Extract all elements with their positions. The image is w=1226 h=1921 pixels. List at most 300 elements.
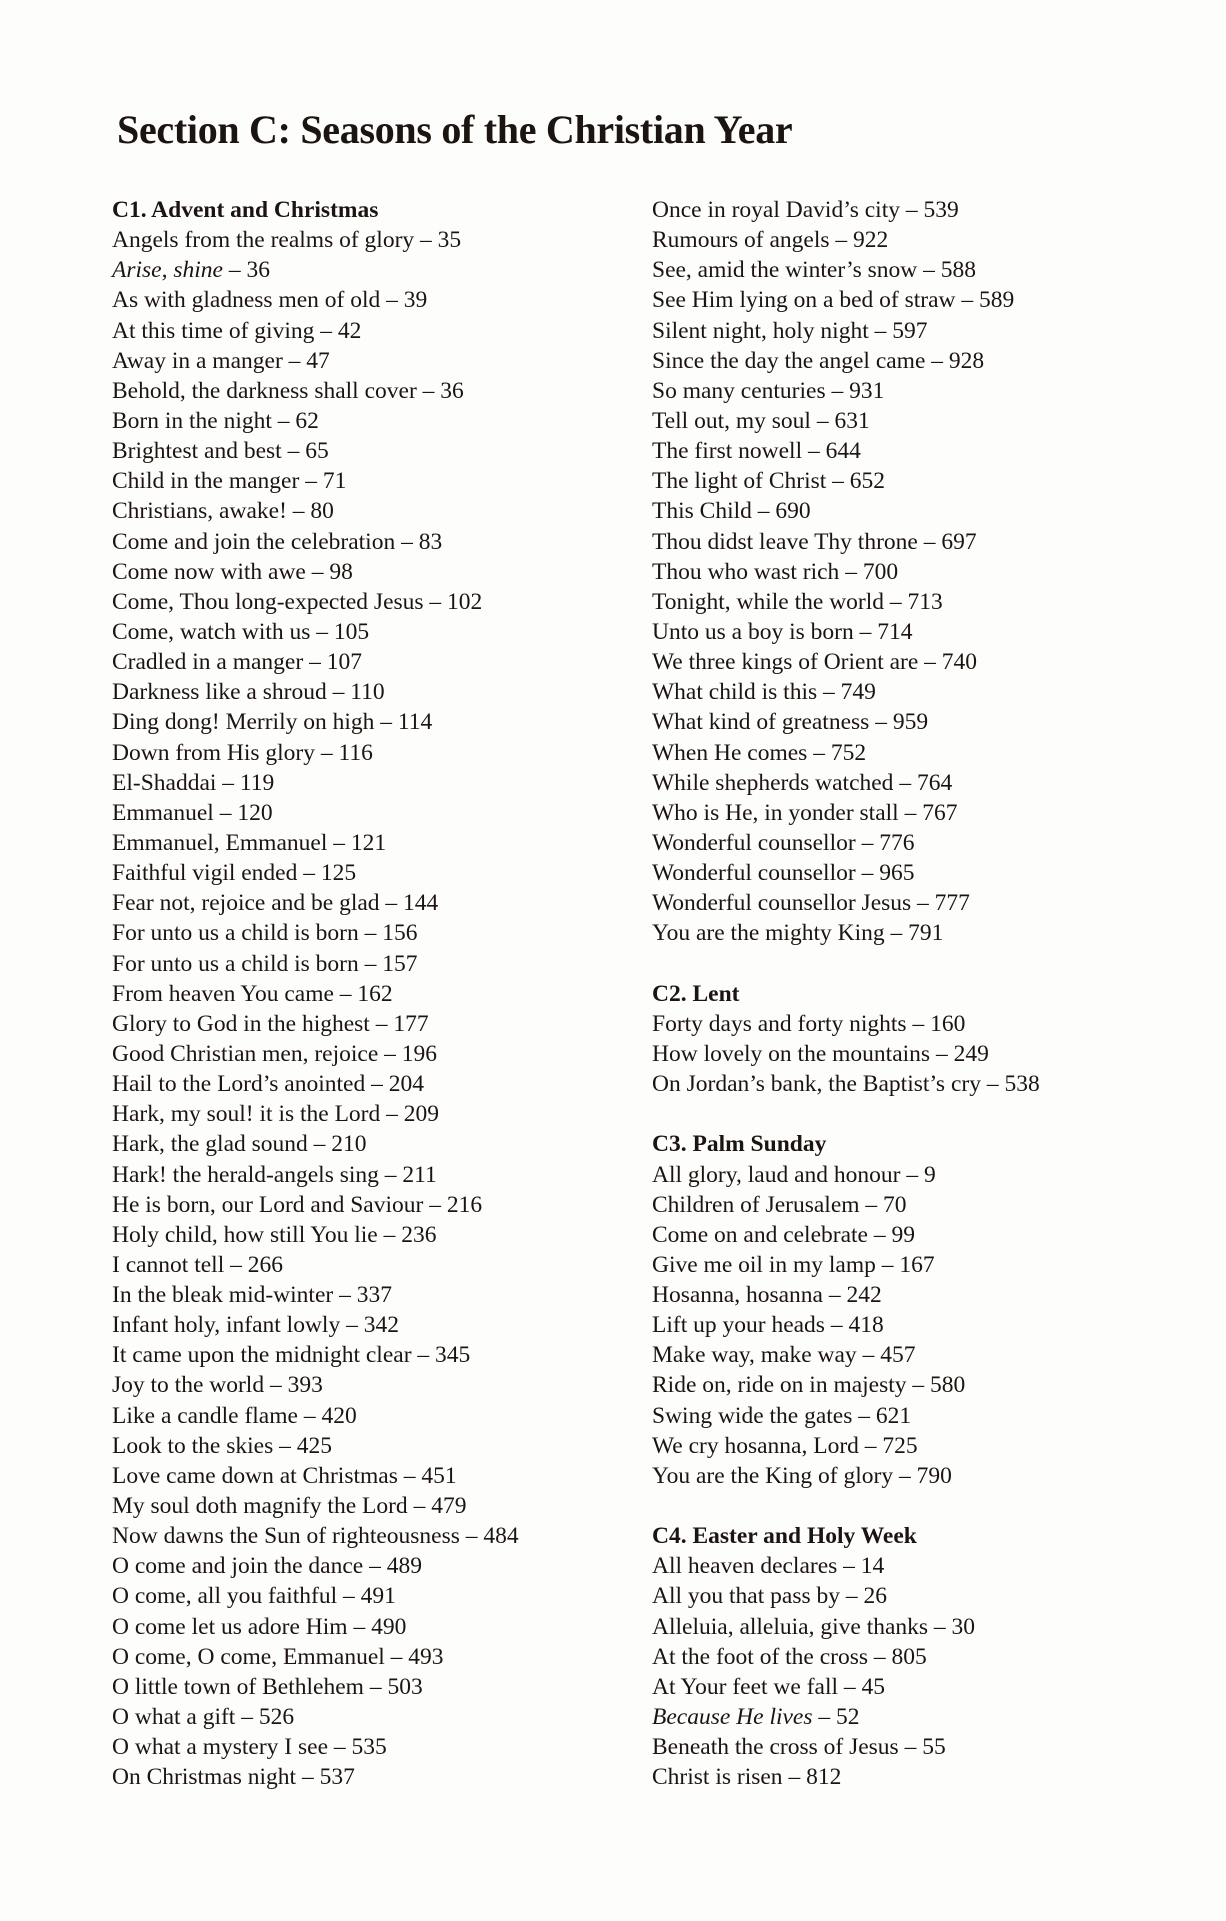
- hymn-entry: [112, 1702, 652, 1732]
- hymn-title: Children of Jerusalem: [652, 1191, 860, 1218]
- hymn-title: All you that pass by: [652, 1583, 840, 1610]
- entry-separator: –: [917, 257, 941, 284]
- hymn-title: Now dawns the Sun of righteousness: [112, 1523, 460, 1550]
- hymn-number: 211: [402, 1161, 437, 1188]
- hymn-entry: [652, 1160, 1212, 1190]
- hymn-entry: [652, 1762, 1212, 1792]
- entry-separator: –: [378, 1040, 402, 1067]
- entry-separator: –: [282, 347, 307, 374]
- entry-separator: –: [856, 1342, 881, 1369]
- hymn-number: 70: [883, 1191, 907, 1218]
- hymn-number: 597: [892, 317, 928, 344]
- hymn-title: The first nowell: [652, 438, 803, 465]
- hymn-title: Glory to God in the highest: [112, 1010, 370, 1037]
- hymn-entry: [652, 1370, 1212, 1400]
- hymn-number: 116: [338, 739, 373, 766]
- entry-separator: –: [925, 347, 949, 374]
- hymn-entry: [112, 1009, 652, 1039]
- hymn-number: 45: [861, 1673, 886, 1700]
- hymn-entry: [112, 527, 652, 557]
- hymn-entry: [112, 828, 652, 858]
- entry-separator: –: [810, 407, 835, 434]
- hymn-title: Come, watch with us: [112, 618, 311, 645]
- hymn-entry: [112, 1310, 652, 1340]
- hymn-number: 119: [239, 769, 275, 796]
- hymn-entry: [112, 1340, 652, 1370]
- entry-separator: –: [884, 920, 909, 947]
- section-heading-c1: C1. Advent and Christmas: [112, 197, 379, 223]
- hymn-title: See Him lying on a bed of straw: [652, 287, 956, 314]
- hymn-entry: [652, 1039, 1212, 1069]
- entry-separator: –: [235, 1704, 259, 1731]
- hymn-entry: [112, 1551, 652, 1581]
- hymn-title: El-Shaddai: [112, 769, 217, 796]
- hymn-number: 39: [403, 287, 428, 314]
- hymn-title: Faithful vigil ended: [112, 860, 298, 887]
- hymn-entry: [112, 1069, 652, 1099]
- entry-separator: –: [875, 1251, 900, 1278]
- page-title: Section C: Seasons of the Christian Year: [117, 107, 793, 152]
- entry-list-c3: [652, 1160, 1212, 1492]
- hymn-entry: [652, 1732, 1212, 1762]
- hymn-entry: [112, 1491, 652, 1521]
- hymn-number: 236: [401, 1221, 437, 1248]
- hymn-title: Behold, the darkness shall cover: [112, 377, 417, 404]
- hymn-entry: [652, 768, 1212, 798]
- hymn-title: Holy child, how still You lie: [112, 1221, 378, 1248]
- hymn-entry: [652, 888, 1212, 918]
- hymn-title: Beneath the cross of Jesus: [652, 1734, 899, 1761]
- hymn-entry: [112, 858, 652, 888]
- entry-separator: –: [867, 1221, 892, 1248]
- hymn-title: Born in the night: [112, 407, 272, 434]
- entry-separator: –: [825, 377, 850, 404]
- hymn-entry: [652, 1581, 1212, 1611]
- hymn-entry: [652, 346, 1212, 376]
- hymn-number: 752: [830, 739, 867, 766]
- section-spacer: [652, 949, 1212, 979]
- hymn-entry: [652, 1250, 1212, 1280]
- entry-separator: –: [369, 1010, 394, 1037]
- hymn-title: Come and join the celebration: [112, 528, 396, 555]
- hymn-title: Because He lives: [652, 1704, 813, 1731]
- hymn-number: 928: [948, 347, 985, 374]
- entry-separator: –: [380, 287, 404, 314]
- hymn-number: 791: [908, 920, 944, 947]
- hymn-title: Wonderful counsellor: [652, 829, 856, 856]
- hymn-entry: [112, 557, 652, 587]
- section-spacer: [652, 1491, 1212, 1521]
- entry-separator: –: [900, 197, 924, 223]
- hymn-number: 725: [882, 1432, 918, 1459]
- entry-separator: –: [411, 1342, 436, 1369]
- hymn-entry: [112, 466, 652, 496]
- hymn-title: Come, Thou long-expected Jesus: [112, 588, 424, 615]
- hymn-number: 805: [891, 1643, 927, 1670]
- entry-separator: –: [378, 1161, 403, 1188]
- hymn-entry: [112, 1039, 652, 1069]
- hymn-number: 538: [1004, 1071, 1040, 1098]
- hymn-title: Wonderful counsellor: [652, 860, 856, 887]
- hymn-number: 249: [953, 1040, 989, 1067]
- hymn-entry: [652, 225, 1212, 255]
- hymn-entry: [652, 285, 1212, 315]
- hymn-title: Emmanuel, Emmanuel: [112, 829, 328, 856]
- hymn-number: 621: [875, 1402, 912, 1429]
- hymn-title: My soul doth magnify the Lord: [112, 1493, 408, 1520]
- hymn-number: 105: [333, 618, 370, 645]
- hymn-title: Since the day the angel came: [652, 347, 926, 374]
- hymn-number: 160: [930, 1010, 966, 1037]
- entry-separator: –: [837, 1553, 861, 1580]
- hymn-title: Tell out, my soul: [652, 407, 811, 434]
- entry-separator: –: [297, 1402, 322, 1429]
- hymn-title: For unto us a child is born: [112, 920, 359, 947]
- hymn-title: Lift up your heads: [652, 1312, 825, 1339]
- hymn-number: 767: [922, 799, 958, 826]
- hymn-number: 110: [350, 679, 385, 706]
- hymn-number: 266: [247, 1251, 283, 1278]
- hymn-title: Love came down at Christmas: [112, 1462, 398, 1489]
- hymn-entry: [112, 1190, 652, 1220]
- hymn-number: 121: [350, 829, 387, 856]
- hymn-title: You are the mighty King: [652, 920, 885, 947]
- hymn-number: 342: [363, 1312, 399, 1339]
- entry-separator: –: [839, 558, 863, 585]
- hymn-number: 162: [357, 980, 393, 1007]
- hymn-number: 157: [382, 950, 418, 977]
- hymn-title: Thou didst leave Thy throne: [652, 528, 918, 555]
- hymn-title: At the foot of the cross: [652, 1643, 869, 1670]
- hymn-title: See, amid the winter’s snow: [652, 257, 918, 284]
- hymn-title: O come let us adore Him: [112, 1613, 348, 1640]
- entry-separator: –: [216, 769, 240, 796]
- hymn-title: Who is He, in yonder stall: [652, 799, 899, 826]
- hymn-title: Make way, make way: [652, 1342, 857, 1369]
- hymn-entry: [652, 918, 1212, 948]
- entry-separator: –: [224, 1251, 248, 1278]
- hymn-title: Look to the skies: [112, 1432, 274, 1459]
- entry-separator: –: [838, 1673, 862, 1700]
- hymn-title: Hark, my soul! it is the Lord: [112, 1101, 381, 1128]
- hymn-entry: [652, 1551, 1212, 1581]
- entry-separator: –: [337, 1583, 361, 1610]
- hymn-entry: [652, 1642, 1212, 1672]
- hymn-entry: [652, 617, 1212, 647]
- entry-separator: –: [326, 679, 351, 706]
- hymn-entry: [112, 436, 652, 466]
- hymn-title: The light of Christ: [652, 468, 827, 495]
- hymn-title: You are the King of glory: [652, 1462, 894, 1489]
- hymn-entry: [112, 496, 652, 526]
- hymn-title: Hark! the herald-angels sing: [112, 1161, 379, 1188]
- hymn-number: 80: [310, 498, 334, 525]
- hymn-title: Tonight, while the world: [652, 588, 885, 615]
- hymn-number: 490: [371, 1613, 407, 1640]
- hymn-title: Christians, awake!: [112, 498, 287, 525]
- hymn-title: What child is this: [652, 679, 818, 706]
- hymn-number: 345: [435, 1342, 471, 1369]
- hymn-number: 713: [907, 588, 943, 615]
- hymn-entry: [652, 647, 1212, 677]
- hymn-title: From heaven You came: [112, 980, 334, 1007]
- hymn-title: Alleluia, alleluia, give thanks: [652, 1613, 929, 1640]
- hymn-entry: [112, 346, 652, 376]
- entry-separator: –: [374, 709, 398, 736]
- entry-separator: –: [358, 950, 383, 977]
- hymn-entry: [652, 1190, 1212, 1220]
- entry-separator: –: [855, 860, 880, 887]
- hymn-number: 697: [941, 528, 977, 555]
- hymn-number: 418: [848, 1312, 884, 1339]
- entry-separator: –: [893, 1462, 917, 1489]
- hymn-title: Infant holy, infant lowly: [112, 1312, 341, 1339]
- hymn-entry: [112, 1280, 652, 1310]
- hymn-number: 764: [916, 769, 953, 796]
- entry-separator: –: [868, 1643, 892, 1670]
- entry-list-c1-continued: [652, 195, 1212, 949]
- hymn-entry: [112, 1612, 652, 1642]
- hymn-number: 690: [775, 498, 811, 525]
- hymn-entry: [652, 1672, 1212, 1702]
- section-heading-c4: C4. Easter and Holy Week: [652, 1523, 917, 1550]
- hymn-entry: [112, 1250, 652, 1280]
- hymn-number: 484: [483, 1523, 519, 1550]
- hymn-title: Rumours of angels: [652, 227, 830, 254]
- entry-separator: –: [377, 1221, 402, 1248]
- hymn-title: Ding dong! Merrily on high: [112, 709, 375, 736]
- hymn-title: Silent night, holy night: [652, 317, 869, 344]
- hymn-number: 210: [331, 1131, 367, 1158]
- hymn-title: When He comes: [652, 739, 808, 766]
- hymn-number: 52: [836, 1704, 860, 1731]
- entry-separator: –: [333, 980, 358, 1007]
- hymn-entry: [652, 707, 1212, 737]
- entry-separator: –: [911, 890, 935, 917]
- hymn-title: O what a mystery I see: [112, 1734, 328, 1761]
- hymn-entry: [112, 255, 652, 285]
- hymn-entry: [652, 255, 1212, 285]
- hymn-number: 457: [880, 1342, 916, 1369]
- entry-separator: –: [365, 1071, 389, 1098]
- hymn-title: Once in royal David’s city: [652, 197, 900, 223]
- hymn-entry: [112, 1762, 652, 1792]
- hymn-title: For unto us a child is born: [112, 950, 359, 977]
- hymn-entry: [652, 406, 1212, 436]
- hymn-entry: [112, 707, 652, 737]
- entry-separator: –: [868, 317, 893, 344]
- hymn-title: Down from His glory: [112, 739, 315, 766]
- entry-separator: –: [893, 769, 917, 796]
- hymn-number: 589: [978, 287, 1015, 314]
- entry-separator: –: [310, 618, 334, 645]
- hymn-entry: [652, 466, 1212, 496]
- hymn-number: 216: [446, 1191, 483, 1218]
- hymn-title: At Your feet we fall: [652, 1673, 839, 1700]
- hymn-number: 526: [258, 1704, 295, 1731]
- hymn-entry: [112, 1581, 652, 1611]
- hymn-title: At this time of giving: [112, 317, 315, 344]
- section-spacer: [652, 1099, 1212, 1129]
- entry-separator: –: [213, 799, 238, 826]
- right-column: [652, 195, 1212, 1792]
- hymn-entry: [652, 1461, 1212, 1491]
- hymn-title: I cannot tell: [112, 1251, 225, 1278]
- hymn-title: Emmanuel: [112, 799, 214, 826]
- entry-separator: –: [273, 1432, 297, 1459]
- entry-separator: –: [459, 1523, 484, 1550]
- hymn-number: 535: [351, 1734, 387, 1761]
- hymn-number: 144: [403, 890, 439, 917]
- hymn-entry: [652, 738, 1212, 768]
- hymn-entry: [112, 1521, 652, 1551]
- hymn-number: 451: [421, 1462, 457, 1489]
- hymn-number: 204: [388, 1071, 424, 1098]
- hymn-title: Give me oil in my lamp: [652, 1251, 876, 1278]
- entry-separator: –: [303, 649, 327, 676]
- hymn-title: We three kings of Orient are: [652, 649, 919, 676]
- entry-separator: –: [384, 1643, 409, 1670]
- hymn-title: In the bleak mid-winter: [112, 1282, 334, 1309]
- hymn-entry: [112, 1401, 652, 1431]
- hymn-entry: [652, 858, 1212, 888]
- entry-separator: –: [307, 1131, 332, 1158]
- hymn-title: O what a gift: [112, 1704, 236, 1731]
- entry-separator: –: [884, 588, 908, 615]
- hymn-entry: [112, 979, 652, 1009]
- hymn-number: 65: [305, 438, 329, 465]
- hymn-title: O little town of Bethlehem: [112, 1673, 364, 1700]
- entry-separator: –: [826, 468, 850, 495]
- hymn-number: 714: [877, 618, 913, 645]
- hymn-number: 588: [940, 257, 976, 284]
- hymn-entry: [652, 798, 1212, 828]
- hymn-entry: [652, 557, 1212, 587]
- hymn-entry: [652, 1220, 1212, 1250]
- hymn-entry: [652, 195, 1212, 225]
- hymn-number: 420: [321, 1402, 357, 1429]
- hymn-number: 114: [397, 709, 433, 736]
- hymn-title: Thou who wast rich: [652, 558, 840, 585]
- hymn-entry: [652, 1340, 1212, 1370]
- hymn-entry: [652, 1702, 1212, 1732]
- hymn-title: Wonderful counsellor Jesus: [652, 890, 912, 917]
- hymn-number: 922: [853, 227, 889, 254]
- hymn-title: Swing wide the gates: [652, 1402, 853, 1429]
- entry-separator: –: [824, 1312, 849, 1339]
- hymn-title: This Child: [652, 498, 752, 525]
- hymn-number: 102: [447, 588, 483, 615]
- entry-separator: –: [379, 890, 404, 917]
- hymn-number: 107: [326, 649, 362, 676]
- hymn-number: 9: [923, 1161, 936, 1188]
- hymn-title: On Christmas night: [112, 1764, 297, 1791]
- entry-separator: –: [327, 829, 351, 856]
- hymn-number: 790: [916, 1462, 952, 1489]
- entry-separator: –: [822, 1282, 847, 1309]
- hymn-entry: [112, 617, 652, 647]
- entry-separator: –: [416, 377, 441, 404]
- hymn-number: 98: [329, 558, 353, 585]
- entry-separator: –: [380, 1101, 404, 1128]
- entry-separator: –: [407, 1493, 432, 1520]
- hymn-number: 55: [922, 1734, 946, 1761]
- hymn-entry: [112, 1732, 652, 1762]
- hymn-entry: [652, 587, 1212, 617]
- entry-separator: –: [264, 1372, 288, 1399]
- hymn-number: 167: [899, 1251, 935, 1278]
- hymn-number: 47: [306, 347, 330, 374]
- entry-separator: –: [782, 1764, 807, 1791]
- hymn-title: Unto us a boy is born: [652, 618, 854, 645]
- entry-separator: –: [859, 1191, 884, 1218]
- entry-separator: –: [305, 558, 330, 585]
- hymn-entry: [112, 1642, 652, 1672]
- entry-separator: –: [955, 287, 979, 314]
- hymn-title: Brightest and best: [112, 438, 282, 465]
- entry-separator: –: [286, 498, 311, 525]
- hymn-entry: [112, 798, 652, 828]
- hymn-number: 42: [337, 317, 362, 344]
- hymn-entry: [112, 376, 652, 406]
- hymn-number: 156: [382, 920, 418, 947]
- hymn-title: Joy to the world: [112, 1372, 265, 1399]
- hymn-entry: [112, 1129, 652, 1159]
- entry-separator: –: [807, 739, 831, 766]
- hymn-title: We cry hosanna, Lord: [652, 1432, 859, 1459]
- hymn-number: 36: [246, 257, 270, 284]
- entry-separator: –: [802, 438, 826, 465]
- entry-separator: –: [852, 1402, 876, 1429]
- entry-separator: –: [222, 257, 247, 284]
- hymn-entry: [652, 527, 1212, 557]
- hymn-entry: [652, 436, 1212, 466]
- hymn-entry: [112, 949, 652, 979]
- hymn-entry: [652, 376, 1212, 406]
- entry-separator: –: [906, 1372, 931, 1399]
- entry-separator: –: [299, 468, 323, 495]
- entry-separator: –: [817, 679, 841, 706]
- hymn-title: Forty days and forty nights: [652, 1010, 907, 1037]
- hymn-entry: [112, 1431, 652, 1461]
- hymn-number: 965: [879, 860, 915, 887]
- hymn-title: How lovely on the mountains: [652, 1040, 931, 1067]
- hymn-title: All heaven declares: [652, 1553, 838, 1580]
- entry-separator: –: [315, 739, 339, 766]
- entry-separator: –: [840, 1583, 864, 1610]
- hymn-entry: [112, 316, 652, 346]
- hymn-number: 479: [431, 1493, 467, 1520]
- hymn-title: What kind of greatness: [652, 709, 870, 736]
- hymn-title: Hosanna, hosanna: [652, 1282, 823, 1309]
- hymn-number: 120: [237, 799, 273, 826]
- hymn-number: 539: [923, 197, 959, 223]
- hymn-number: 99: [891, 1221, 915, 1248]
- entry-separator: –: [395, 528, 419, 555]
- hymn-number: 14: [860, 1553, 885, 1580]
- hymn-entry: [112, 1461, 652, 1491]
- entry-separator: –: [281, 438, 306, 465]
- hymn-title: It came upon the midnight clear: [112, 1342, 412, 1369]
- hymn-title: Darkness like a shroud: [112, 679, 327, 706]
- hymn-entry: [652, 316, 1212, 346]
- hymn-title: Ride on, ride on in majesty: [652, 1372, 907, 1399]
- entry-separator: –: [314, 317, 338, 344]
- entry-separator: –: [347, 1613, 372, 1640]
- hymn-entry: [112, 888, 652, 918]
- hymn-entry: [112, 738, 652, 768]
- hymn-entry: [112, 1099, 652, 1129]
